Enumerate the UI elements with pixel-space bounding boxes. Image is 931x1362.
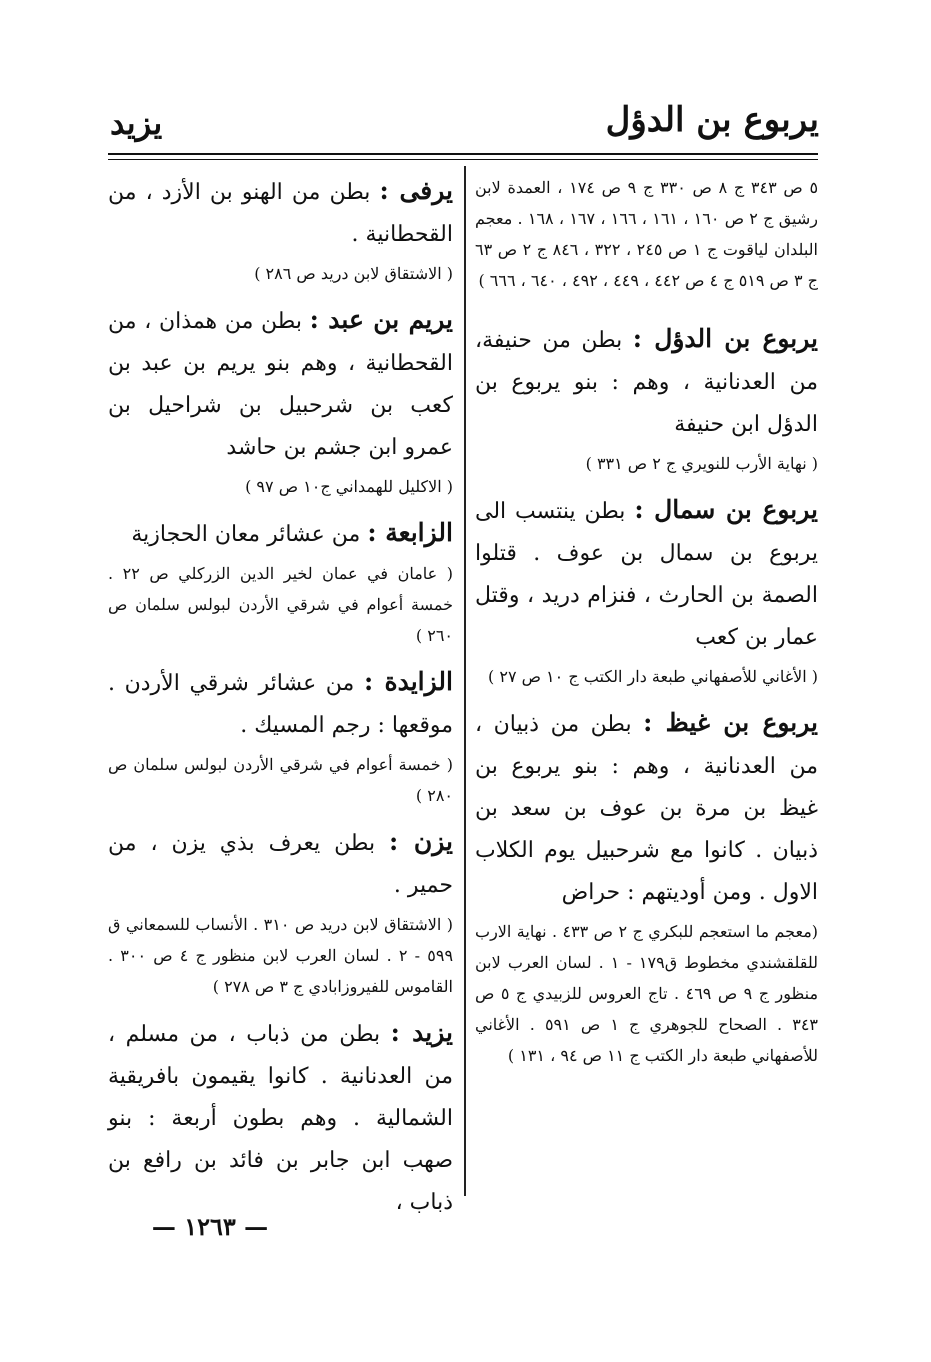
header-rule-thick	[108, 153, 818, 155]
entry-body: من عشائر معان الحجازية	[131, 522, 361, 547]
entry-headword: يريم بن عبد :	[309, 305, 453, 334]
entry-yazan	[108, 821, 453, 1002]
page-number: — ١٢٦٣ —	[151, 1212, 269, 1241]
entry-headword: يربوع بن الدؤل :	[632, 324, 819, 353]
entry-headword: يزن :	[389, 827, 453, 856]
entry-reference: ( الأغاني للأصفهاني طبعة دار الكتب ج ١٠ ص ٢٧ )	[488, 667, 818, 686]
entry-reference: ( الاكليل للهمداني ج١٠ ص ٩٧ )	[245, 477, 453, 496]
entry-body: من عشائر شرقي الأردن . موقعها : رجم المسيك .	[108, 671, 453, 738]
entry-reference: ( نهاية الأرب للنويري ج ٢ ص ٣٣١ )	[585, 454, 818, 473]
left-column	[108, 170, 453, 1234]
column-separator	[464, 166, 466, 1196]
entry-body: بطن يعرف بذي يزن ، من حمير .	[108, 831, 453, 898]
entry-body: بطن من الهنو بن الأزد ، من القحطانية .	[108, 180, 453, 247]
entry-headword: يربوع بن سمال :	[634, 495, 818, 524]
entry-reference: ( خمسة أعوام في شرقي الأردن لبولس سلمان ص ٢٨٠ )	[108, 755, 453, 805]
entry-al-zayida	[108, 661, 453, 811]
entry-headword: يزيد :	[390, 1018, 453, 1047]
right-column	[475, 170, 818, 1081]
entry-yarbu-ibn-ghayz	[475, 702, 818, 1071]
entry-headword: الزابعة :	[367, 518, 453, 547]
entry-yarbu-ibn-simal	[475, 489, 818, 692]
running-head-right: يربوع بن الدؤل	[605, 100, 819, 140]
entry-al-zabia	[108, 512, 453, 651]
entry-reference: ( عامان في عمان لخير الدين الزركلي ص ٢٢ . خمسة أعوام في شرقي الأردن لبولس سلمان ص ٢٦٠ )	[108, 564, 454, 645]
header-rule-thin	[108, 159, 818, 160]
entry-yarfa	[108, 170, 453, 289]
running-head-left: يزيد	[110, 104, 163, 142]
entry-reference: (معجم ما استعجم للبكري ج ٢ ص ٤٣٣ . نهاية الارب للقلقشندي مخطوط ق١٧٩ - ١ . لسان العرب لابن منظور ج ٩ ص ٤٦٩ . تاج العروس للزبيدي ج ٥ ص ٣٤٣ . الصحاح للجوهري ج ١ ص ٥٩١ . الأغاني للأصفهاني طبعة دار الكتب ج ١١ ص ٩٤ ، ١٣١ )	[475, 922, 819, 1065]
entry-headword: يربوع بن غيظ :	[643, 708, 818, 737]
entry-yarim-ibn-abd	[108, 299, 453, 502]
entry-reference: ( الاشتقاق لابن دريد ص ٣١٠ . الأنساب للسمعاني ق ٥٩٩ - ٢ . لسان العرب لابن منظور ج ٤ ص ٣٠٠ . القاموس للفيروزابادي ج ٣ ص ٢٧٨ )	[108, 915, 454, 996]
entry-yarbu-ibn-al-duel	[475, 318, 818, 479]
entry-body: بطن من ذبيان ، من العدنانية ، وهم : بنو يربوع بن غيظ بن مرة بن عوف بن سعد بن ذبيان . كانوا مع شرحبيل يوم الكلاب الاول . ومن أوديتهم : حراض	[475, 712, 818, 905]
continued-reference: ٥ ص ٣٤٣ ج ٨ ص ٣٣٠ ج ٩ ص ١٧٤ ، العمدة لابن رشيق ج ٢ ص ١٦٠ ، ١٦١ ، ١٦٦ ، ١٦٧ ، ١٦٨ . معجم البلدان لياقوت ج ١ ص ٢٤٥ ، ٣٢٢ ، ٨٤٦ ج ٢ ص ٦٣ ج ٣ ص ٥١٩ ج ٤ ص ٤٤٢ ، ٤٤٩ ، ٤٩٢ ، ٦٤٠ ، ٦٦٦ )	[475, 178, 819, 290]
entry-headword: يرفى :	[379, 176, 453, 205]
entry-body: بطن من حنيفة، من العدنانية ، وهم : بنو يربوع بن الدؤل ابن حنيفة	[475, 328, 818, 437]
entry-body: بطن ينتسب الى يربوع بن سمال بن عوف . قتلوا الصمة بن الحارث ، فنزام دريد ، وقتل عمار بن كعب	[475, 499, 818, 650]
entry-body: بطن من ذباب ، من مسلم ، من العدنانية . كانوا يقيمون بافريقية الشمالية . وهم بطون أربعة : بنو صهب ابن جابر بن فائد بن رافع بن ذباب ،	[108, 1022, 453, 1215]
entry-body: بطن من همذان ، من القحطانية ، وهم بنو يريم بن عبد بن كعب بن شرحبيل بن شراحيل بن عمرو ابن جشم بن حاشد	[108, 309, 453, 460]
entry-headword: الزايدة :	[363, 667, 453, 696]
entry-yazid	[108, 1012, 453, 1224]
entry-reference: ( الاشتقاق لابن دريد ص ٢٨٦ )	[254, 264, 453, 283]
